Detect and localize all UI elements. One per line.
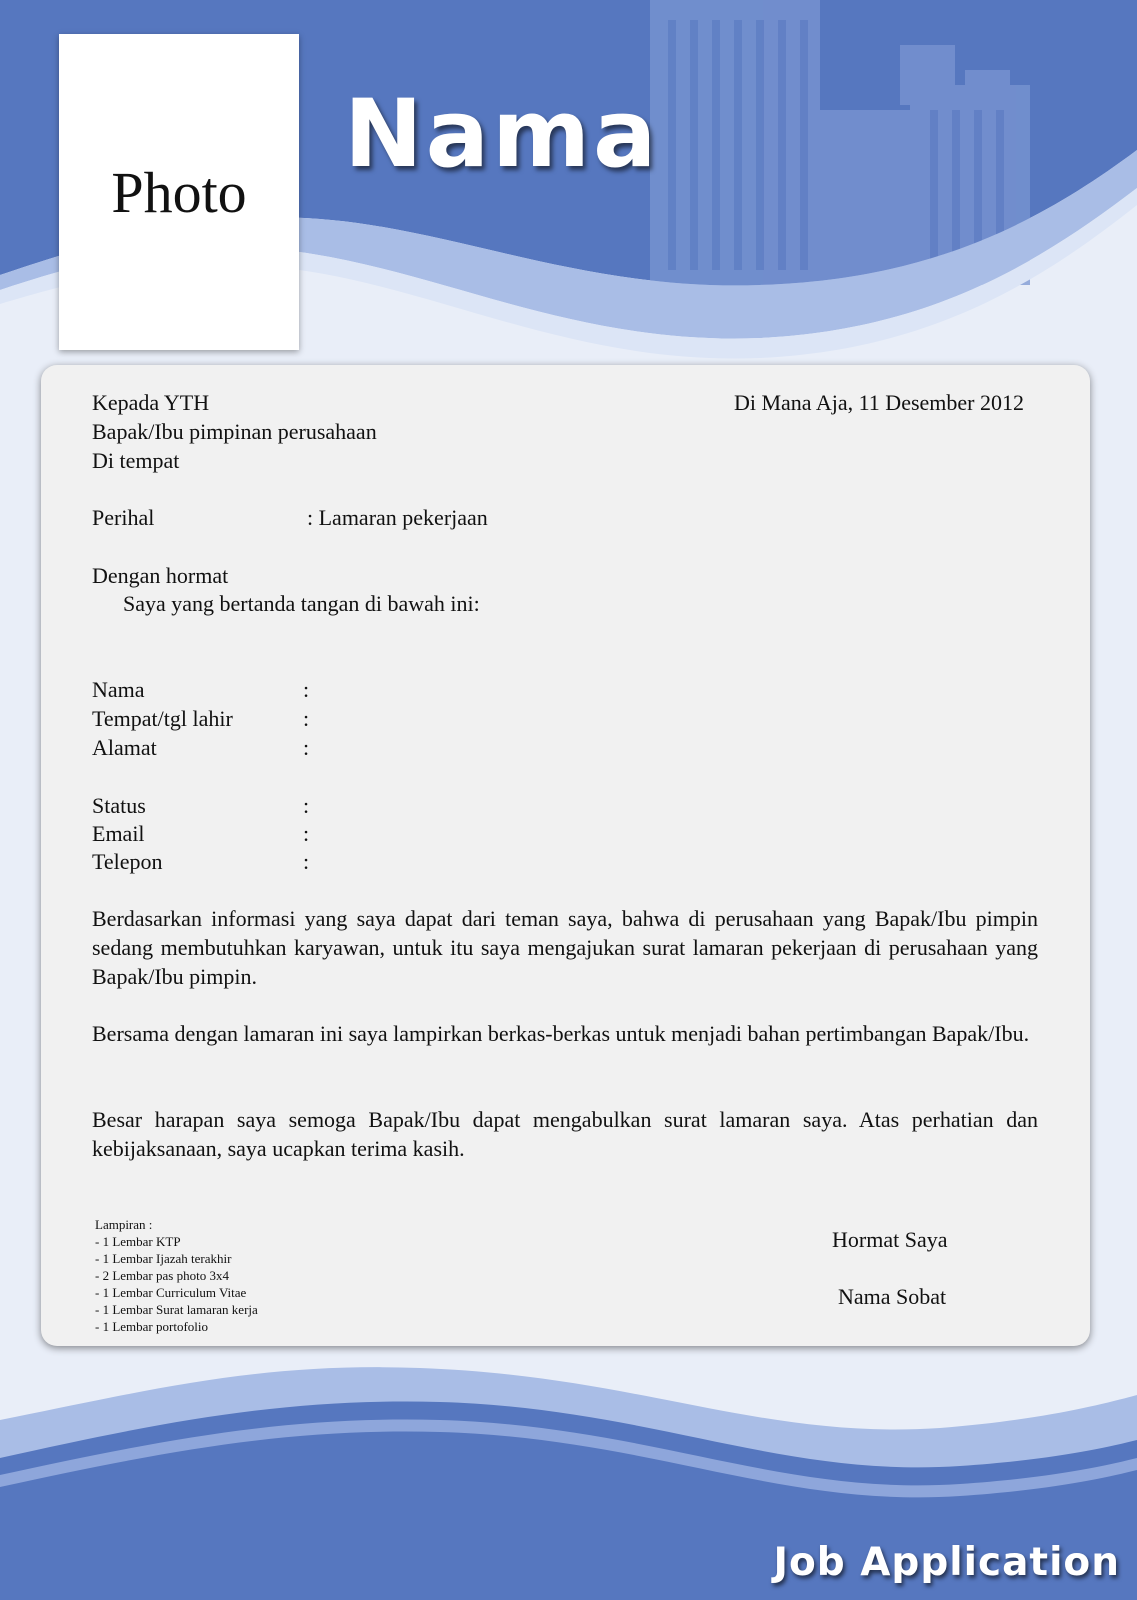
- field-label-nama: Nama: [92, 677, 145, 702]
- field-colon-telepon: :: [303, 849, 310, 874]
- photo-label: Photo: [111, 159, 247, 225]
- field-label-alamat: Alamat: [92, 735, 157, 760]
- field-colon-tempat-tgl-lahir: :: [303, 706, 310, 731]
- attachment-item: - 1 Lembar portofolio: [95, 1319, 208, 1334]
- letter-card: [41, 365, 1090, 1346]
- field-label-telepon: Telepon: [92, 849, 163, 874]
- closing: Hormat Saya: [832, 1227, 948, 1252]
- recipient-line-1: Kepada YTH: [92, 390, 210, 415]
- letter-date: Di Mana Aja, 11 Desember 2012: [733, 390, 1024, 415]
- body-paragraph-1: Berdasarkan informasi yang saya dapat dari teman saya, bahwa di perusahaan yang Bapak/Ibu pimpin sedang membutuhkan karyawan, untuk itu saya mengajukan surat lamaran pekerjaan di perusahaan yang Bapak/Ibu pimpin.: [92, 906, 1038, 989]
- field-label-email: Email: [92, 821, 145, 846]
- field-colon-status: :: [303, 793, 310, 818]
- intro-line: Saya yang bertanda tangan di bawah ini:: [123, 591, 480, 616]
- attachment-list: [95, 1216, 258, 1335]
- field-label-status: Status: [92, 793, 146, 818]
- field-colon-nama: :: [303, 677, 310, 702]
- field-colon-alamat: :: [303, 735, 310, 760]
- subject-value: : Lamaran pekerjaan: [307, 505, 488, 530]
- greeting: Dengan hormat: [92, 563, 229, 588]
- photo-placeholder: [59, 34, 299, 350]
- subject-label: Perihal: [92, 505, 155, 530]
- attachment-item: - 1 Lembar Curriculum Vitae: [95, 1285, 247, 1300]
- attachment-item: - 1 Lembar Surat lamaran kerja: [95, 1302, 258, 1317]
- recipient-line-3: Di tempat: [92, 448, 180, 473]
- attachment-title: Lampiran :: [95, 1217, 153, 1232]
- footer-title: Job Application: [773, 1540, 1120, 1585]
- body-paragraph-2: Bersama dengan lamaran ini saya lampirkan berkas-berkas untuk menjadi bahan pertimbangan Bapak/Ibu.: [92, 1021, 1030, 1046]
- header-name: Nama: [344, 80, 660, 189]
- attachment-item: - 1 Lembar KTP: [95, 1234, 181, 1249]
- signature-name: Nama Sobat: [838, 1284, 947, 1309]
- field-colon-email: :: [303, 821, 310, 846]
- body-paragraph-3: Besar harapan saya semoga Bapak/Ibu dapat mengabulkan surat lamaran saya. Atas perhatian dan kebijaksanaan, saya ucapkan terima kasih.: [92, 1107, 1038, 1161]
- attachment-item: - 1 Lembar Ijazah terakhir: [95, 1251, 232, 1266]
- recipient-line-2: Bapak/Ibu pimpinan perusahaan: [92, 419, 377, 444]
- attachment-item: - 2 Lembar pas photo 3x4: [95, 1268, 229, 1283]
- field-label-tempat-tgl-lahir: Tempat/tgl lahir: [92, 706, 233, 731]
